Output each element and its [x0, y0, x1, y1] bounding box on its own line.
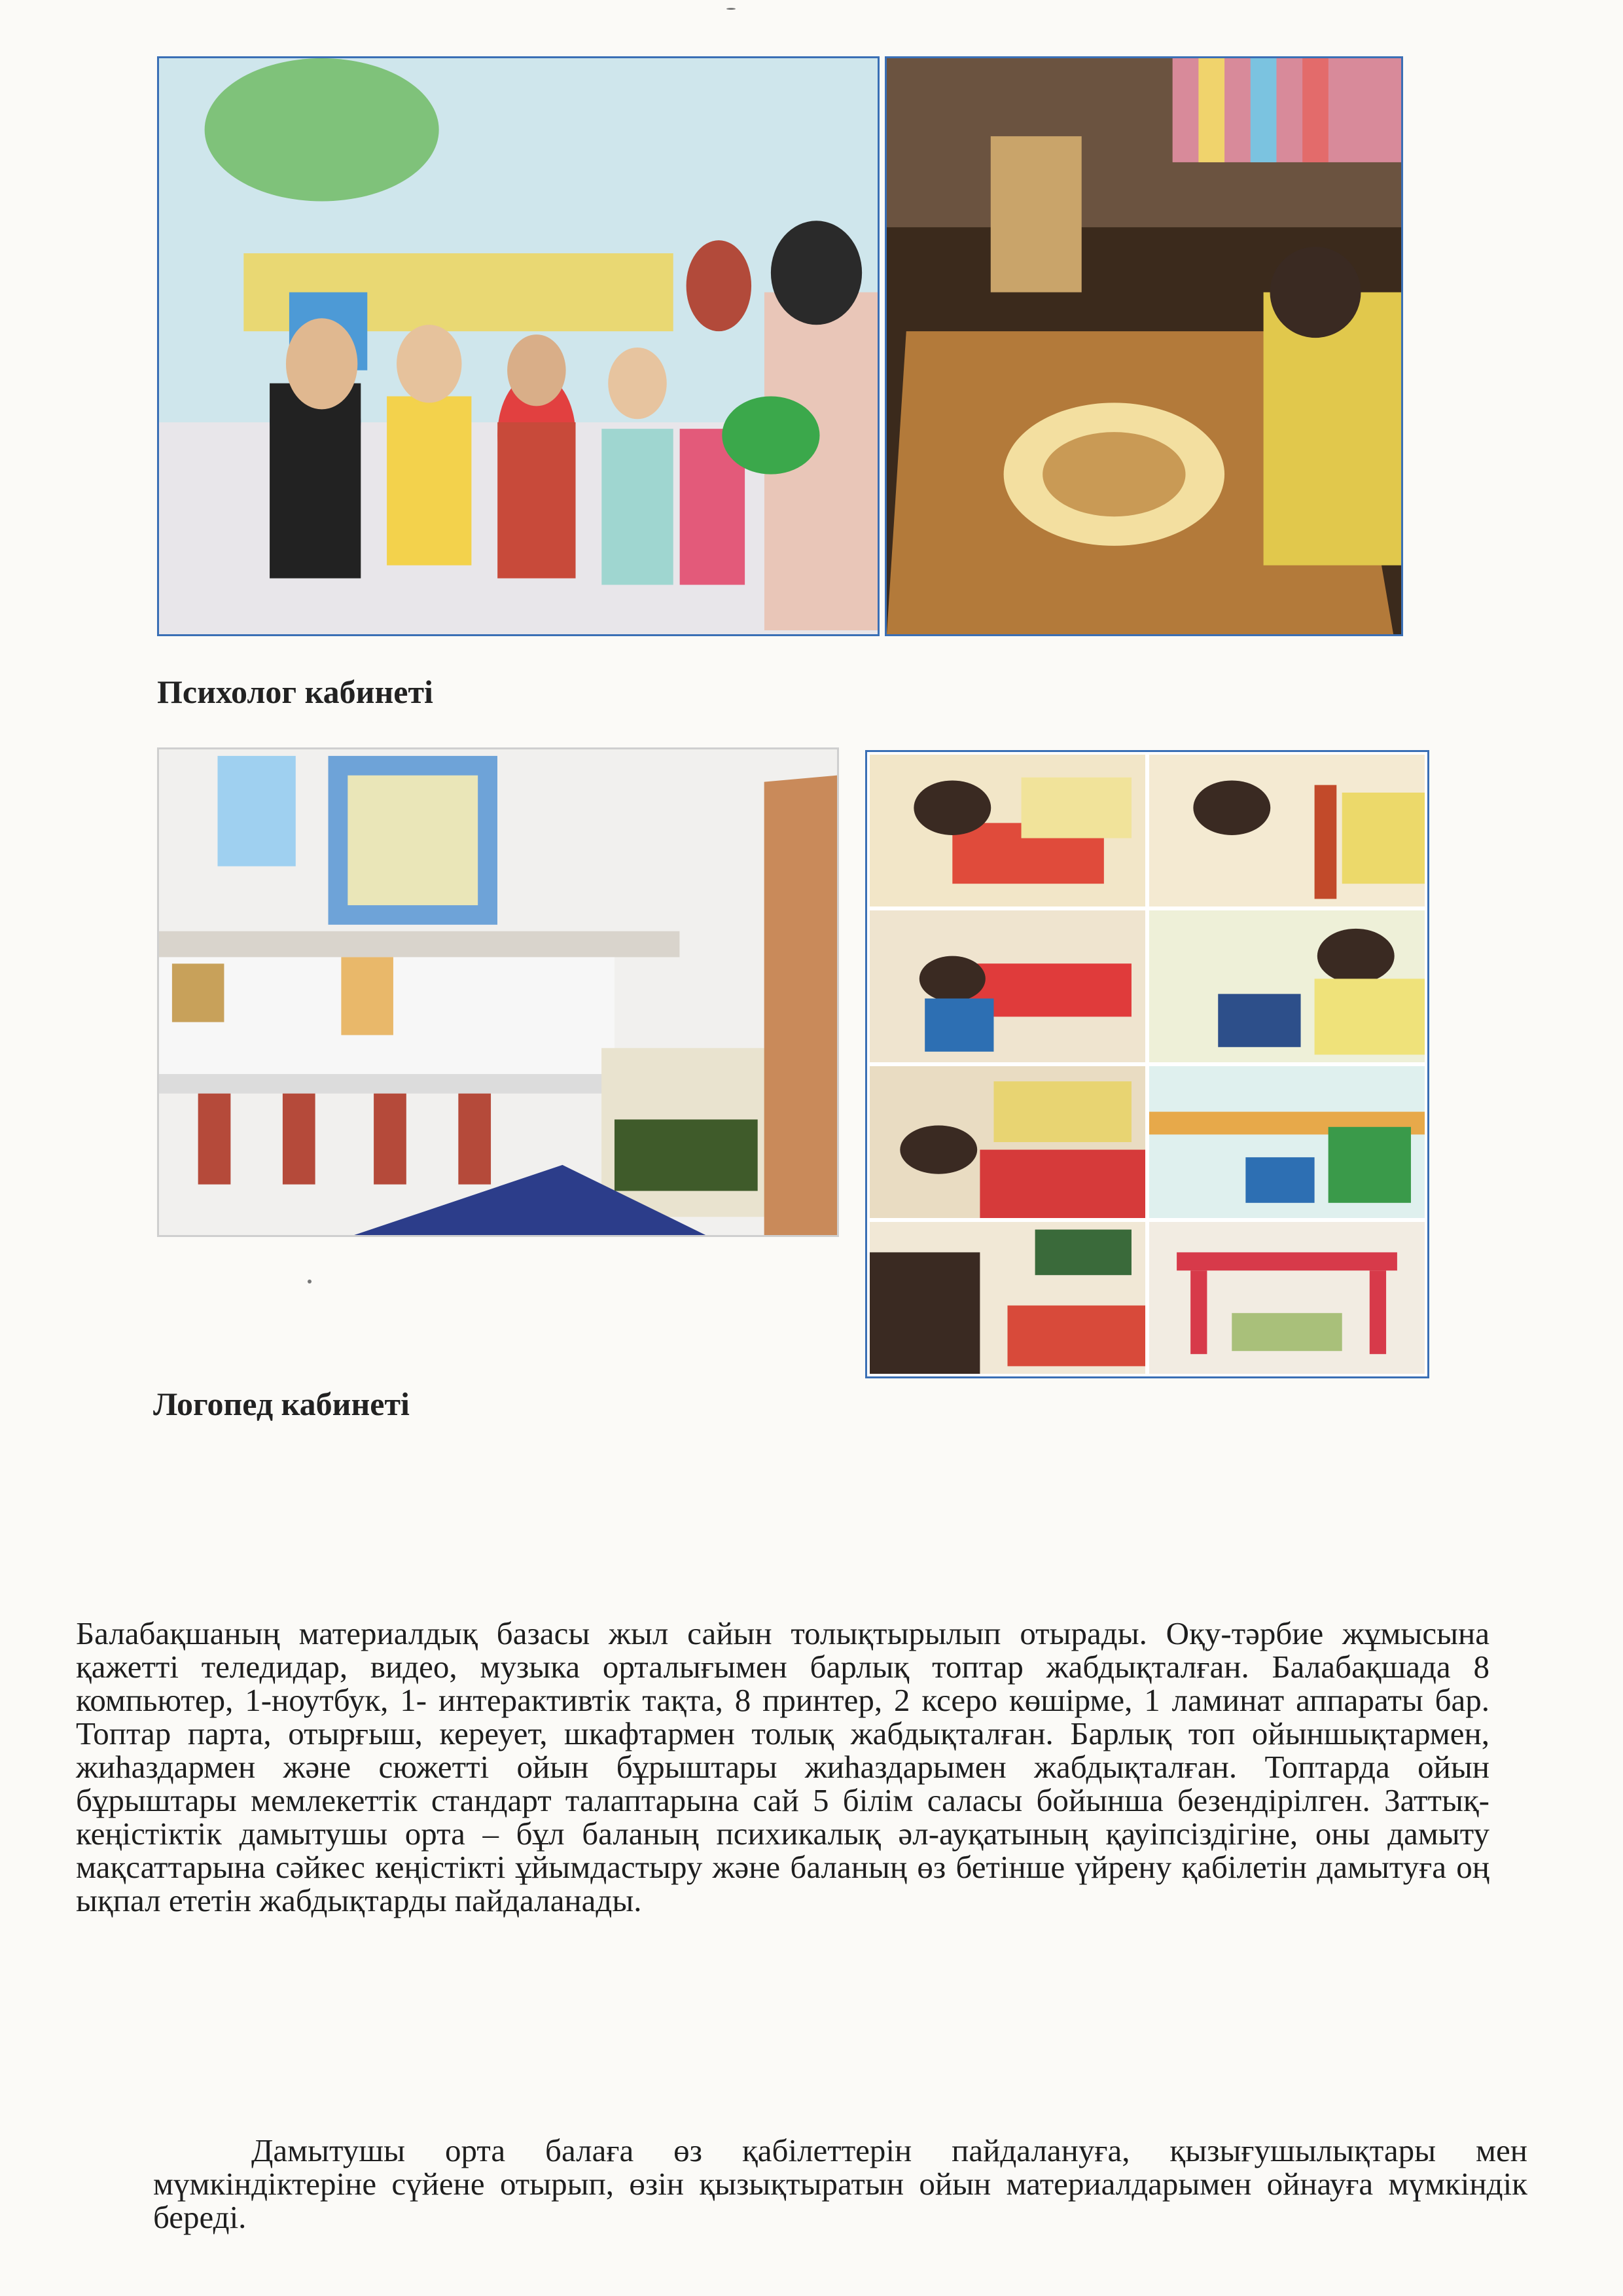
caption-psychologist: Психолог кабинеті	[157, 673, 433, 710]
collage-photo	[870, 755, 1145, 906]
collage-photo	[870, 1066, 1145, 1218]
psychologist-photo-sand-table	[885, 56, 1403, 636]
scan-speck	[308, 1280, 312, 1283]
collage-photo	[1149, 1066, 1425, 1218]
collage-photo	[1149, 1222, 1425, 1374]
psychologist-photo-puppets	[157, 56, 880, 636]
scan-speck	[726, 8, 736, 10]
speech-therapy-room-photo	[157, 747, 839, 1237]
body-paragraph-1: Балабақшаның материалдық базасы жыл сайын толықтырылып отырады. Оқу-тәрбие жұмысына қажетті теледидар, видео, музыка орталығымен барлық топтар жабдықталған. Балабақшада 8 компьютер, 1-ноутбук, 1- интерактивтік тақта, 8 принтер, 2 ксеро көшірме, 1 ламинат аппараты бар. Топтар парта, отырғыш, кереует, шкафтармен толық жабдықталған. Барлық топ ойыншықтармен, жиһаздармен және сюжетті ойын бұрыштары жиһаздарымен жабдықталған. Топтарда ойын бұрыштары мемлекеттік стандарт талаптарына сай 5 білім саласы бойынша безендірілген. Заттық-кеңістіктік дамытушы орта – бұл баланың психикалық әл-ауқатының қауіпсіздігіне, оны дамыту мақсаттарына сәйкес кеңістікті ұйымдастыру және баланың өз бетінше үйрену қабілетін дамытуға оң ықпал ететін жабдықтарды пайдаланады.	[76, 1615, 1489, 1918]
body-paragraph-2: Дамытушы орта балаға өз қабілеттерін пайдалануға, қызығушылықтары мен мүмкіндіктеріне сүйене отырып, өзін қызықтыратын ойын материалдарымен ойнауға мүмкіндік береді.	[153, 2132, 1527, 2235]
speech-session-collage	[865, 750, 1429, 1378]
collage-photo	[1149, 755, 1425, 906]
collage-photo	[870, 910, 1145, 1062]
collage-photo	[870, 1222, 1145, 1374]
caption-speech-therapist: Логопед кабинеті	[153, 1386, 410, 1422]
collage-photo	[1149, 910, 1425, 1062]
